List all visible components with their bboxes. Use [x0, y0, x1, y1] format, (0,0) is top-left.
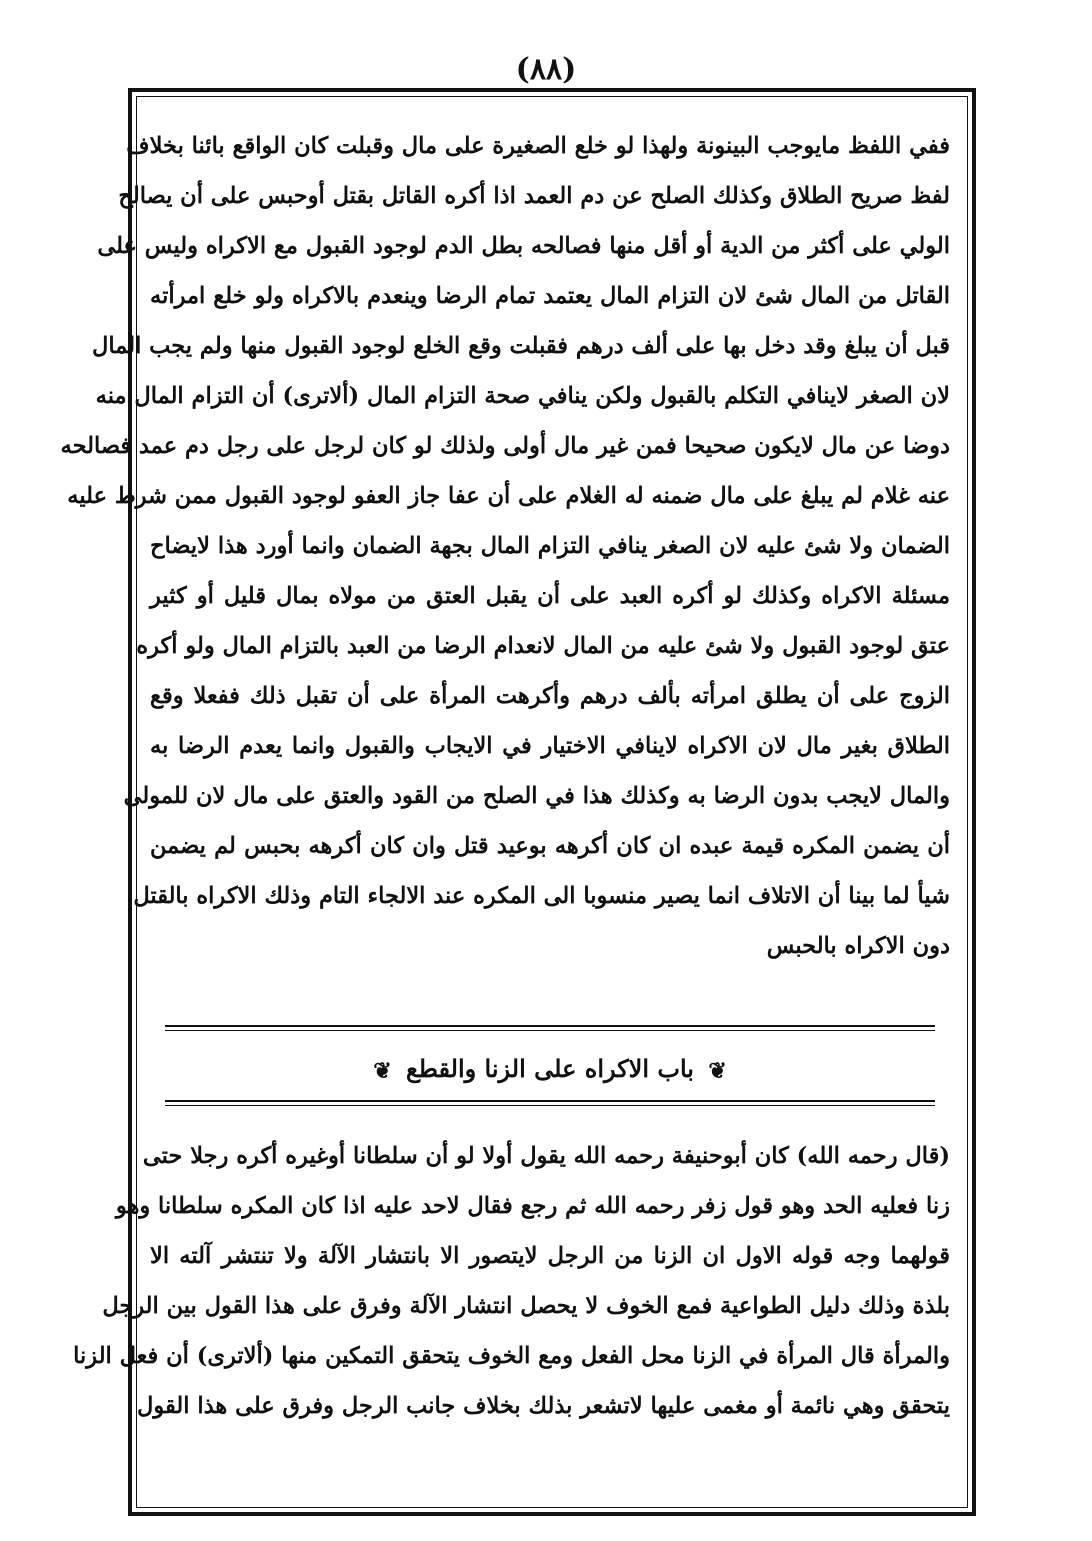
bottom-paragraph: [73, 1131, 950, 1431]
text-line: والمال لايجب بدون الرضا به وكذلك هذا في الصلح من القود والعتق على مال لان للمولى: [123, 783, 950, 809]
text-line: زنا فعليه الحد وهو قول زفر رحمه الله ثم رجع فقال لاحد عليه اذا كان المكره سلطانا وهو: [115, 1193, 950, 1219]
text-line: ففي اللفظ مايوجب البينونة ولهذا لو خلع الصغيرة على مال وقبلت كان الواقع بائنا بخلاف: [126, 133, 950, 159]
page-number: (٨٨): [515, 52, 577, 87]
text-line: أن يضمن المكره قيمة عبده ان كان أكرهه بوعيد قتل وان كان أكرهه بحبس لم يضمن: [150, 833, 950, 859]
text-line: يتحقق وهي نائمة أو مغمى عليها لاتشعر بذلك بخلاف جانب الرجل وفرق على هذا القول: [137, 1393, 950, 1419]
chapter-heading: [150, 1045, 950, 1093]
text-line: القاتل من المال شئ لان التزام المال يعتمد تمام الرضا وينعدم بالاكراه ولو خلع امرأته: [150, 283, 950, 309]
text-line: دوضا عن مال لايكون صحيحا فمن غير مال أولى ولذلك لو كان لرجل على رجل دم عمد فصالحه: [60, 433, 950, 459]
text-line: (قال رحمه الله) كان أبوحنيفة رحمه الله يقول أولا لو أن سلطانا أوغيره أكره رجلا حتى: [142, 1143, 950, 1169]
text-line: شيأ لما بينا أن الاتلاف انما يصير منسوبا الى المكره عند الالجاء التام وذلك الاكراه بالقتل: [133, 883, 950, 909]
text-line: لفظ صريح الطلاق وكذلك الصلح عن دم العمد اذا أكره القاتل بقتل أوحبس على أن يصالح: [118, 183, 950, 209]
text-line: دون الاكراه بالحبس: [766, 933, 950, 959]
top-paragraph: [60, 121, 950, 971]
text-line: لان الصغر لاينافي التكلم بالقبول ولكن ينافي صحة التزام المال (ألاترى) أن التزام المال منه: [95, 383, 950, 409]
text-line: قبل أن يبلغ وقد دخل بها على ألف درهم فقبلت وقع الخلع لوجود القبول منها ولم يجب المال: [92, 333, 950, 359]
text-line: قولهما وجه قوله الاول ان الزنا من الرجل لايتصور الا بانتشار الآلة ولا تنتشر آلته الا: [150, 1243, 950, 1269]
text-line: الزوج على أن يطلق امرأته بألف درهم وأكرهت المرأة على أن تقبل ذلك ففعلا وقع: [150, 683, 950, 709]
text-line: والمرأة قال المرأة في الزنا محل الفعل ومع الخوف يتحقق التمكين منها (ألاترى) أن فعل الزنا: [73, 1343, 950, 1369]
text-line: مسئلة الاكراه وكذلك لو أكره العبد على أن يقبل العتق من مولاه بمال قليل أو كثير: [150, 583, 950, 609]
text-line: الضمان ولا شئ عليه لان الصغر ينافي التزام المال بجهة الضمان وانما أورد هذا لايضاح: [150, 533, 950, 559]
text-line: بلذة وذلك دليل الطواعية فمع الخوف لا يحصل انتشار الآلة وفرق على هذا القول بين الرجل: [102, 1293, 950, 1319]
ornament-icon: ❦: [373, 1057, 392, 1084]
chapter-title: باب الاكراه على الزنا والقطع: [406, 1054, 694, 1083]
text-line: عتق لوجود القبول ولا شئ عليه من المال لانعدام الرضا من العبد بالتزام المال ولو أكره: [136, 633, 950, 659]
text-line: الطلاق بغير مال لان الاكراه لاينافي الاختيار في الايجاب والقبول وانما يعدم الرضا به: [150, 733, 950, 759]
divider-rule: [165, 1025, 935, 1031]
text-line: الولي على أكثر من الدية أو أقل منها فصالحه بطل الدم لوجود القبول مع الاكراه وليس على: [97, 233, 950, 259]
text-line: عنه غلام لم يبلغ على مال ضمنه له الغلام على أن عفا جاز العفو لوجود القبول ممن شرط عليه: [67, 483, 950, 509]
divider-rule: [165, 1100, 935, 1106]
ornament-icon: ❦: [708, 1057, 727, 1084]
